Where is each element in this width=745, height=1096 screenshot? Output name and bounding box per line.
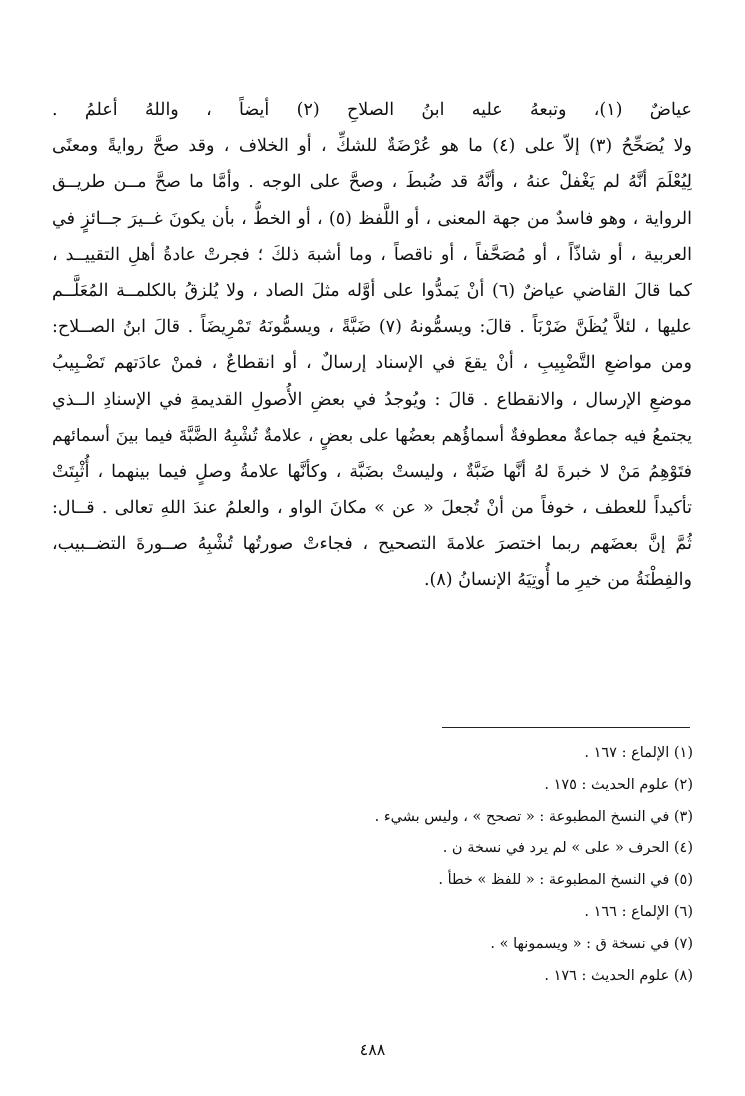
text-line: فتَوْهِمُ مَنْ لا خبرةَ لهُ أنَّها ضَبَّةٌ ، وليستْ بضَبَّة ، وكأنَّها علامةُ وصلٍ فيما بينهما ، أُثْبِتَتْ [52, 461, 692, 482]
text-line: تأكيداً للعطف ، خوفاً من أنْ تُجعلَ « عن » مكانَ الواو ، والعلمُ عندَ اللهِ تعالى . قــال: [52, 498, 692, 519]
footnote-item: (٣) في النسخ المطبوعة : « تصحح » ، وليس بشيء . [374, 808, 693, 825]
text-line: ثُمَّ إنَّ بعضَهم ربما اختصرَ علامةَ التصحيح ، فجاءتْ صورتُها تُشْبِهُ صــورةَ التضــبيب، [52, 534, 692, 555]
text-line: ولا يُصَحِّحُ (٣) إلاّ على (٤) ما هو عُرْضَةٌ للشكِّ ، أو الخلاف ، وقد صحَّ روايةً ومعنًى [52, 136, 692, 157]
footnote-item: (٥) في النسخ المطبوعة : « للفظ » خطأ . [438, 872, 693, 889]
footnotes-block [173, 738, 693, 992]
text-line: العربية ، أو شاذّاً ، أو مُصَحَّفاً ، أو ناقصاً ، وما أشبهَ ذلكَ ؛ فجرتْ عادةُ أهلِ التقييــد ، [52, 244, 692, 265]
text-line: لِيُعْلَمَ أنَّهُ لم يَغْفلْ عنهُ ، وأنَّهُ قد ضُبطَ ، وصحَّ على الوجه . وأمَّا ما صحَّ مــن طريــق [52, 172, 692, 193]
text-line: عليها ، لئلاَّ يُظَنَّ ضَرْبَاً . قالَ: ويسمُّونهُ (٧) ضَبَّةً ، ويسمُّونَهُ تَمْرِيضَاً . قالَ ابنُ الصــلاح: [52, 317, 692, 338]
page-number: ٤٨٨ [359, 1040, 386, 1059]
footnote-item: (٢) علوم الحديث : ١٧٥ . [544, 776, 693, 793]
text-line: الرواية ، وهو فاسدٌ من جهة المعنى ، أو اللَّفظ (٥) ، أو الخطُّ ، بأن يكونَ غــيرَ جــائزٍ في [52, 208, 692, 229]
footnote-divider [442, 727, 690, 728]
footnote-item: (٧) في نسخة ق : « ويسمونها » . [490, 935, 693, 952]
footnote-item: (٤) الحرف « على » لم يرد في نسخة ن . [442, 840, 693, 857]
text-line: ومن مواضعِ التَّضْبِيبِ ، أنْ يقعَ في الإسناد إرسالٌ ، أو انقطاعٌ ، فمنْ عادَتهم تَضْـبِيبُ [52, 353, 692, 374]
footnote-item: (٦) الإلماع : ١٦٦ . [584, 903, 693, 920]
text-line: كما قالَ القاضي عياضٌ (٦) أنْ يَمدُّوا على أوَّله مثلَ الصاد ، ولا يُلزقُ بالكلمــة المُعَلَّــم [52, 280, 692, 301]
main-text-block [52, 92, 692, 599]
text-line: والفِطْنَةُ من خيرِ ما أُوتِيَهُ الإنسانُ (٨). [423, 570, 692, 591]
footnote-item: (٨) علوم الحديث : ١٧٦ . [544, 967, 693, 984]
text-line: عياضٌ (١)، وتبعهُ عليه ابنُ الصلاحِ (٢) أيضاً ، واللهُ أعلمُ . [52, 100, 692, 120]
text-line: موضعِ الإرسال ، والانقطاع . قالَ : ويُوجدُ في بعضِ الأُصولِ القديمةِ في الإسنادِ الــذي [52, 389, 692, 410]
footnote-item: (١) الإلماع : ١٦٧ . [584, 745, 693, 761]
text-line: يجتمعُ فيه جماعةٌ معطوفةٌ أسماؤُهم بعضُها على بعضٍ ، علامةٌ تُشْبِهُ الضَّبَّةَ فيما بينَ أسمائهم [52, 425, 692, 446]
